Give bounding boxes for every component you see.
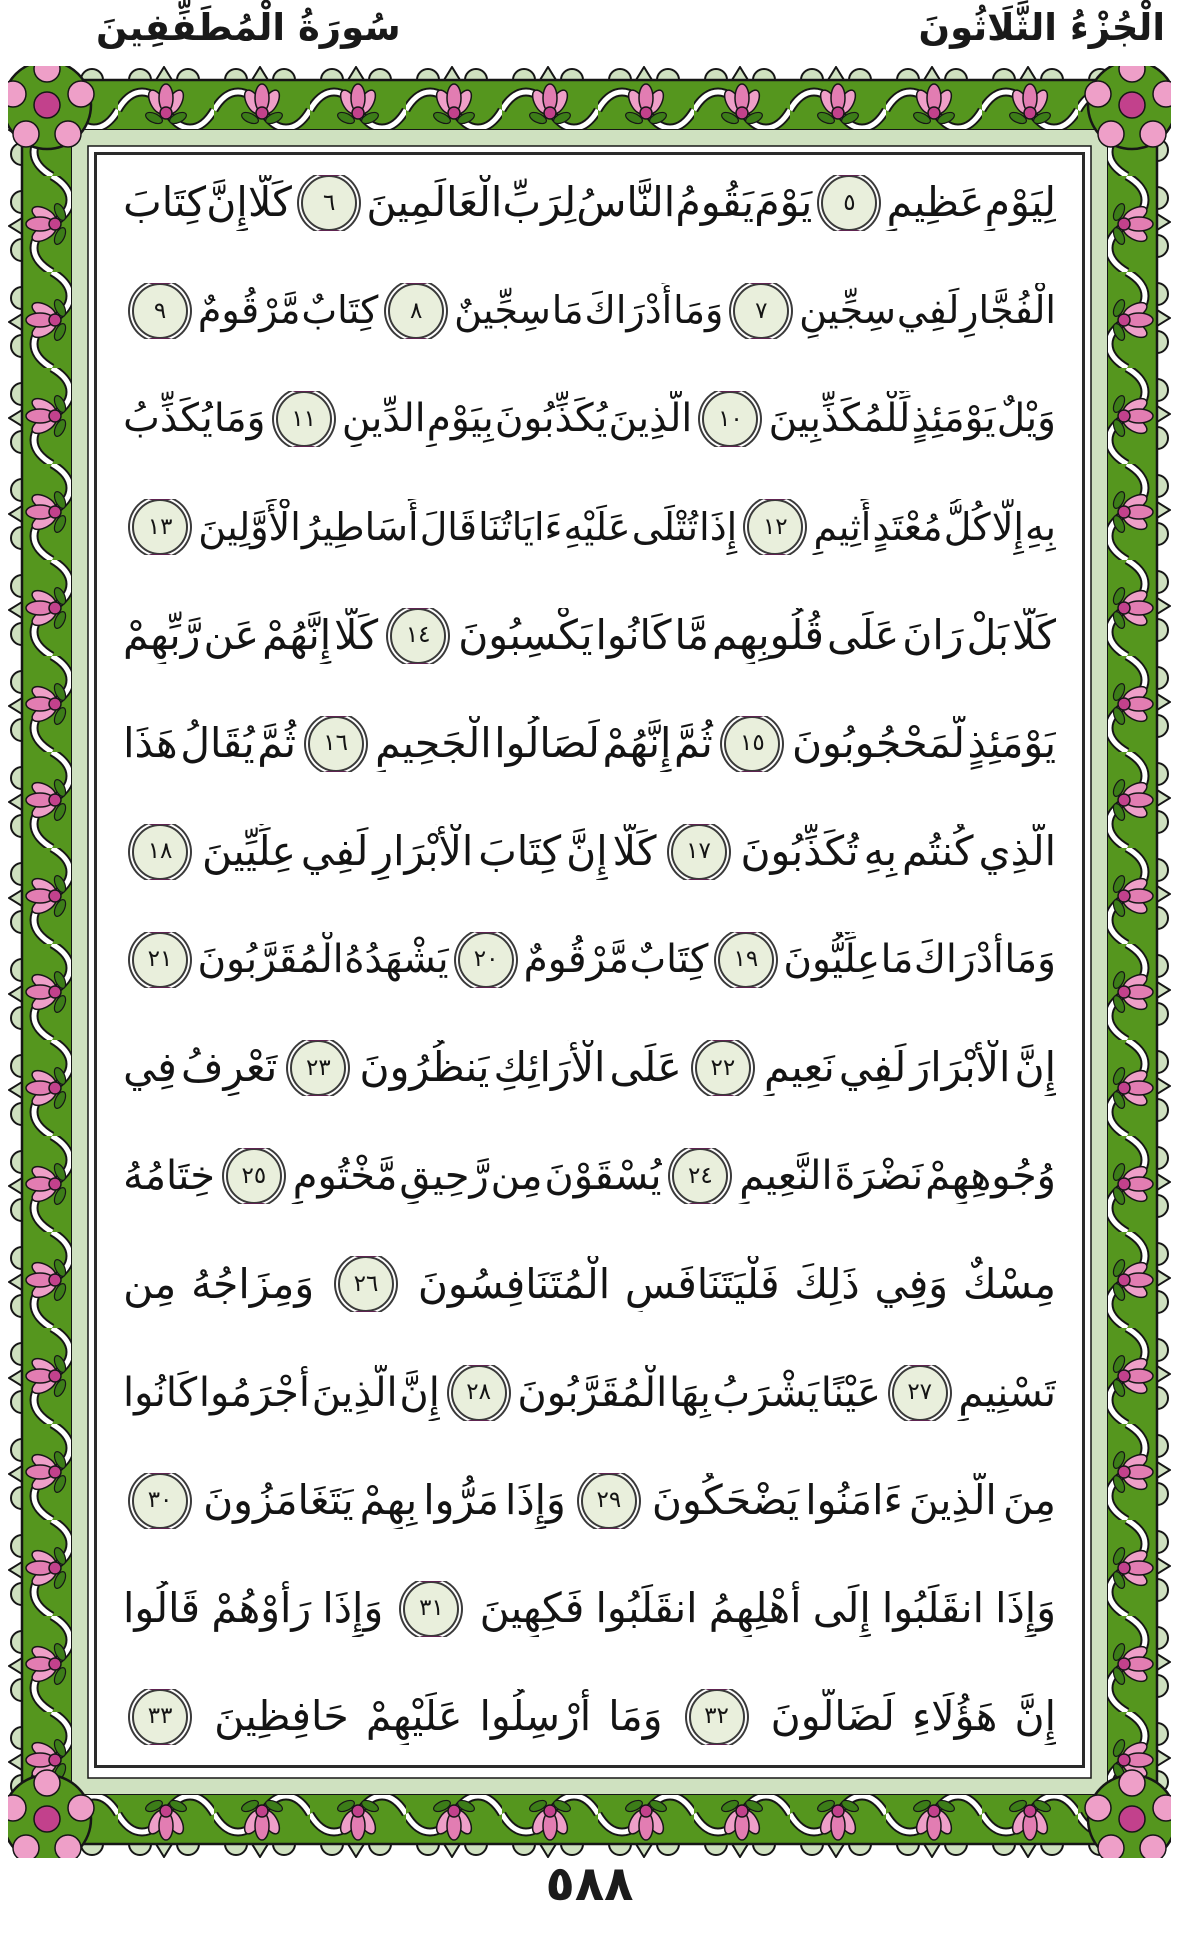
ayah-marker [390,608,446,664]
ayah-number: ٣٠ [147,1487,173,1514]
ayah-marker [388,283,444,339]
ayah-number: ١٣ [147,513,173,540]
quran-word: كَلَّا [334,610,379,659]
quran-word: تُتْلَى [631,504,699,549]
quran-word: كِتَابٌ [629,936,709,982]
ayah-number: ٢٨ [466,1379,491,1406]
quran-word: مَّا [674,610,709,659]
ayah-number: ٢٦ [353,1270,379,1297]
quran-word: لَضَالُّونَ [770,1692,895,1741]
ayah-number: ١٩ [733,946,759,973]
quran-word: أَدْرَاكَ [913,936,1004,982]
quran-word: تُكَذِّبُونَ [740,827,859,876]
quran-word: خِتَامُهُ [123,1153,215,1200]
quran-word: سِجِّينٍ [799,288,896,333]
quran-word: رَّحِيقٍ [399,1153,489,1200]
quran-word: بِهِ [1025,504,1056,549]
quran-word: وَإِذَا [995,1584,1056,1633]
quran-word: الَّذِينَ [311,1369,398,1416]
quran-word: لَفِي [838,1043,907,1092]
quran-word: يُكَذِّبُ [123,395,213,441]
quran-word: عَظِيمٍ [886,178,985,227]
ayah-marker [821,175,877,231]
quran-word: مَا [880,936,914,982]
quran-word: إِنَّهُمْ [602,719,672,768]
quran-word: وَيْلٌ [996,395,1056,441]
quran-word: أَدْرَاكَ [584,288,673,333]
quran-word: مِنَ [1002,1476,1056,1525]
quran-word: مَّخْتُومٍ [292,1153,398,1200]
quran-line [123,1148,1056,1204]
quran-word: يَقُومُ [675,178,755,227]
quran-word: ءَايَاتُنَا [478,504,563,549]
quran-word: ءَامَنُوا [805,1476,903,1525]
quran-word: نَضْرَةَ [834,1153,924,1200]
ayah-number: ٣٢ [704,1703,729,1730]
quran-word: مَّرْقُومٌ [523,936,629,982]
quran-word: وَمِزَاجُهُ [191,1259,315,1308]
quran-word: تَسْنِيمٍ [958,1369,1056,1416]
ayah-marker [695,1040,751,1096]
quran-word: يَكْسِبُونَ [458,610,593,659]
ayah-number: ١١ [291,405,317,432]
ayah-marker [132,932,188,988]
ayah-number: ٦ [322,189,336,216]
quran-word: أَهْلِهِمُ [708,1584,802,1633]
quran-word: وَإِذَا [505,1476,566,1525]
quran-word: كِتَابَ [123,178,207,227]
quran-line [123,1256,1056,1312]
quran-line [123,824,1056,880]
quran-word: لِيَوْمٍ [984,178,1056,227]
ayah-marker [581,1473,637,1529]
quran-word: وَمَا [673,288,724,333]
quran-word: إِنَّهُمْ [262,610,332,659]
quran-word: إِلَى [812,1584,871,1633]
quran-word: الْمُقَرَّبُونَ [517,1369,668,1416]
ayah-marker [132,824,188,880]
quran-word: نَعِيمٍ [763,1043,835,1092]
quran-word: يُكَذِّبُونَ [494,395,608,441]
quran-word: يُقَالُ [180,719,255,768]
quran-word: لِّلْمُكَذِّبِينَ [768,395,911,441]
quran-line [123,608,1056,664]
quran-word: عَلَى [609,1043,682,1092]
quran-word: لِرَبِّ [502,178,577,227]
quran-word: فِي [123,1043,177,1092]
quran-word: بِهِمْ [359,1476,418,1525]
quran-word: مَّرْقُومٌ [197,288,301,333]
quran-word: وَفِي [874,1259,949,1308]
ayah-marker [403,1581,459,1637]
quran-word: يَنظُرُونَ [359,1043,490,1092]
quran-word: رَّبِّهِمْ [123,610,201,659]
ayah-marker [671,824,727,880]
ayah-number: ٣١ [419,1595,444,1622]
ayah-number: ١٠ [718,405,743,432]
quran-word: عَلَى [826,610,900,659]
ayah-number: ٣٣ [147,1703,173,1730]
quran-word: الَّذِي [978,827,1056,876]
quran-word: الْفُجَّارِ [960,288,1056,333]
ayah-marker [892,1365,948,1421]
quran-word: يَشْرَبُ [712,1369,820,1416]
ayah-marker [338,1256,394,1312]
quran-word: قُلُوبِهِم [712,610,824,659]
ayah-number: ٥ [843,189,856,216]
ayah-marker [226,1148,282,1204]
quran-word: الْأَرَائِكِ [493,1043,606,1092]
quran-word: الْأَوَّلِينَ [198,504,301,549]
quran-line [123,1040,1056,1096]
quran-word: هَذَا [123,719,178,768]
ayah-number: ٢٤ [687,1162,713,1189]
juz-title: الْجُزْءُ الثَّلَاثُونَ [918,6,1165,49]
ayah-marker [724,716,780,772]
ayah-number: ٢٢ [710,1054,736,1081]
quran-word: النَّاسُ [576,178,676,227]
ayah-number: ١٦ [323,730,348,757]
quran-word: إِنَّ [566,827,608,876]
quran-word: هَؤُلَاءِ [911,1692,998,1741]
quran-word: فَلْيَتَنَافَسِ [624,1259,780,1308]
ayah-marker [132,1473,188,1529]
quran-line [123,716,1056,772]
quran-word: إِنَّ [206,178,248,227]
quran-line [123,1689,1056,1745]
quran-word: ثُمَّ [674,719,713,768]
page-header [0,0,1179,66]
quran-word: الْأَبْرَارِ [373,827,474,876]
quran-line [123,1581,1056,1637]
quran-word: مُعْتَدٍ [872,504,943,549]
ayah-number: ١٢ [762,513,788,540]
ayah-marker [132,283,188,339]
quran-word: يَشْهَدُهُ [344,936,449,982]
quran-word: إِنَّ [1014,1692,1056,1741]
quran-word: كِتَابٌ [301,288,379,333]
page-number: ٥٨٨ [545,1856,634,1912]
quran-word: كَانُوا [595,610,672,659]
quran-word: لَفِي [896,288,960,333]
quran-word: الدِّينِ [341,395,426,441]
quran-line [123,932,1056,988]
ayah-number: ٨ [410,297,423,324]
quran-word: الْمُقَرَّبُونَ [197,936,344,982]
quran-text-area [94,152,1085,1768]
quran-word: وَمَا [213,395,266,441]
ayah-number: ١٥ [739,730,765,757]
quran-word: لَصَالُوا [494,719,600,768]
quran-word: ثُمَّ [257,719,296,768]
ayah-number: ٢٠ [473,946,499,973]
ayah-marker [290,1040,346,1096]
ayah-number: ٢٣ [306,1054,331,1081]
quran-word: الْأَبْرَارَ [910,1043,1011,1092]
ayah-number: ٢١ [147,946,173,973]
quran-word: كَلَّا [247,178,292,227]
ayah-marker [672,1148,728,1204]
ayah-number: ١٤ [405,622,431,649]
quran-word: لَّمَحْجُوبُونَ [791,719,965,768]
quran-word: الَّذِينَ [608,395,693,441]
quran-word: مَا [551,288,584,333]
quran-line [123,391,1056,447]
quran-word: عِلِّيُّونَ [783,936,881,982]
quran-line [123,283,1056,339]
quran-word: الْعَالَمِينَ [366,178,503,227]
ayah-marker [301,175,357,231]
quran-word: الَّذِينَ [908,1476,997,1525]
quran-word: تَعْرِفُ [180,1043,278,1092]
quran-word: إِذَا [699,504,738,549]
ayah-marker [451,1365,507,1421]
quran-word: يُسْقَوْنَ [544,1153,662,1200]
ayah-number: ١٧ [686,838,711,865]
ayah-marker [689,1689,745,1745]
quran-word: وُجُوهِهِمْ [925,1153,1056,1200]
quran-word: إِنَّ [1014,1043,1056,1092]
quran-word: بِهَا [668,1369,711,1416]
ayah-marker [702,391,758,447]
ayah-marker [132,1689,188,1745]
quran-word: أُرْسِلُوا [479,1692,592,1741]
quran-word: إِنَّ [399,1369,440,1416]
ayah-number: ١٨ [147,838,173,865]
quran-word: كُلُّ [943,504,991,549]
quran-word: قَالَ [419,504,478,549]
surah-title: سُورَةُ الْمُطَفِّفِينَ [96,6,401,49]
quran-word: الْجَحِيمِ [375,719,492,768]
quran-word: عَن [203,610,260,659]
quran-word: يَضْحَكُونَ [651,1476,800,1525]
quran-word: عَلَيْهِمْ [365,1692,463,1741]
ayah-marker [718,932,774,988]
ayah-number: ٢٧ [907,1379,933,1406]
quran-word: ذَلِكَ [794,1259,860,1308]
quran-word: يَوْمَئِذٍ [967,719,1056,768]
quran-word: وَمَا [608,1692,663,1741]
quran-word: يَتَغَامَزُونَ [203,1476,354,1525]
quran-word: كَلَّا [612,827,657,876]
quran-word: فَكِهِينَ [479,1584,585,1633]
quran-word: الْمُتَنَافِسُونَ [417,1259,611,1308]
ayah-marker [276,391,332,447]
ayah-number: ٢٩ [596,1487,622,1514]
quran-line [123,499,1056,555]
quran-word: رَأَوْهُمْ [211,1584,312,1633]
quran-word: وَإِذَا [322,1584,384,1633]
quran-word: أَسَاطِيرُ [301,504,419,549]
quran-word: مِن [123,1259,177,1308]
quran-word: عِلِّيِّينَ [201,827,296,876]
quran-word: مِن [490,1153,543,1200]
quran-word: أَثِيمٍ [813,504,872,549]
quran-word: عَلَيْهِ [563,504,631,549]
page-footer [0,1856,1179,1934]
quran-word: أَجْرَمُوا [198,1369,310,1416]
quran-word: حَافِظِينَ [214,1692,349,1741]
quran-word: انقَلَبُوا [881,1584,984,1633]
ayah-number: ٩ [153,297,167,324]
quran-word: بِهِ [863,827,898,876]
quran-word: مِسْكٌ [962,1259,1056,1308]
quran-word: قَالُوا [123,1584,201,1633]
quran-line [123,1365,1056,1421]
quran-word: النَّعِيمِ [739,1153,833,1200]
quran-word: انقَلَبُوا [595,1584,698,1633]
quran-word: بَلْ [966,610,1009,659]
quran-word: لَفِي [300,827,369,876]
quran-word: كِتَابَ [478,827,562,876]
quran-word: رَانَ [902,610,964,659]
quran-word: يَوْمَ [754,178,813,227]
quran-word: سِجِّينٌ [454,288,551,333]
quran-word: كَانُوا [123,1369,198,1416]
quran-word: مَرُّوا [423,1476,499,1525]
quran-word: كَلَّا [1012,610,1056,659]
quran-word: كُنتُم [902,827,974,876]
ayah-marker [132,499,188,555]
ayah-number: ٧ [755,297,768,324]
ayah-marker [747,499,803,555]
ayah-marker [458,932,514,988]
quran-word: وَمَا [1004,936,1056,982]
ayah-marker [733,283,789,339]
quran-line [123,1473,1056,1529]
ayah-number: ٢٥ [241,1162,267,1189]
quran-word: إِلَّا [991,504,1024,549]
quran-word: بِيَوْمِ [426,395,494,441]
quran-line [123,175,1056,231]
ayah-marker [308,716,364,772]
quran-word: يَوْمَئِذٍ [911,395,996,441]
quran-word: عَيْنًا [820,1369,881,1416]
